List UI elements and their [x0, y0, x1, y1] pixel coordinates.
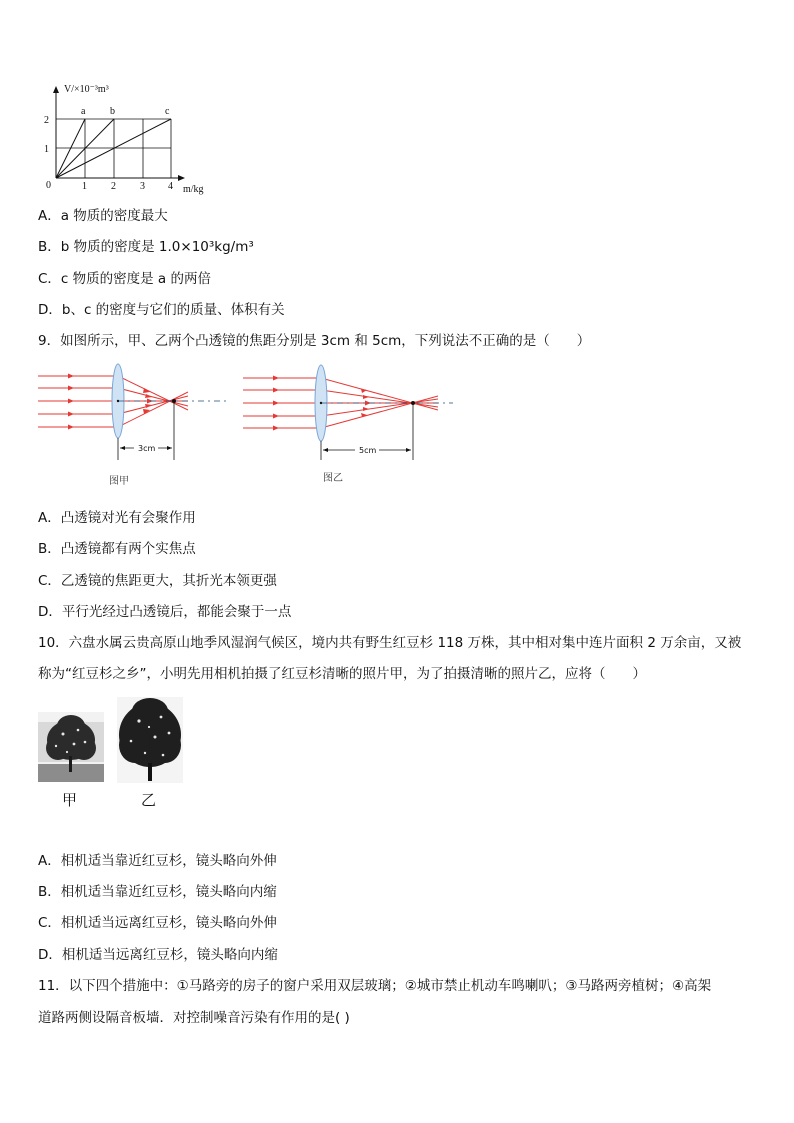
- photo-caption-jia: 甲: [62, 791, 78, 809]
- x-axis-label: m/kg: [183, 184, 204, 195]
- y-axis-arrow: [53, 86, 59, 93]
- tree-photo-jia: [38, 712, 104, 782]
- q10-stem-line2: 称为“红豆杉之乡”，小明先用相机拍摄了红豆杉清晰的照片甲，为了拍摄清晰的照片乙，应将（ ）: [38, 666, 646, 682]
- q10-option-d: D．相机适当远离红豆杉，镜头略向内缩: [38, 947, 278, 963]
- line-a: [56, 119, 85, 178]
- q8-option-a: A．a 物质的密度最大: [38, 208, 168, 224]
- photo-caption-yi: 乙: [141, 791, 157, 809]
- q8-option-c: C．c 物质的密度是 a 的两倍: [38, 271, 211, 287]
- line-label-a: a: [81, 106, 86, 117]
- q10-stem-line1: 10．六盘水属云贵高原山地季风湿润气候区，境内共有野生红豆杉 118 万株，其中相对集中连片面积 2 万余亩，又被: [38, 635, 742, 651]
- origin-label: 0: [46, 180, 51, 191]
- x-tick-1: 1: [82, 181, 87, 192]
- y-tick-1: 1: [44, 144, 49, 155]
- lens-figure-jia: [38, 362, 228, 462]
- q8-option-b: B．b 物质的密度是 1.0×10³kg/m³: [38, 239, 254, 255]
- y-tick-2: 2: [44, 115, 49, 126]
- q9-option-a: A．凸透镜对光有会聚作用: [38, 510, 196, 526]
- x-axis-arrow: [178, 175, 185, 181]
- q9-stem: 9．如图所示，甲、乙两个凸透镜的焦距分别是 3cm 和 5cm，下列说法不正确的是（ ）: [38, 333, 591, 349]
- q11-stem-line1: 11．以下四个措施中：①马路旁的房子的窗户采用双层玻璃；②城市禁止机动车鸣喇叭；③马路两旁植树；④高架: [38, 978, 712, 994]
- q9-option-d: D．平行光经过凸透镜后，都能会聚于一点: [38, 604, 292, 620]
- figure-caption-yi: 图乙: [323, 473, 343, 484]
- tree-photo-yi: [117, 697, 183, 783]
- lens-figure-yi: [243, 362, 463, 462]
- line-label-c: c: [165, 106, 170, 117]
- focal-length-label: 5cm: [359, 446, 377, 455]
- q10-option-a: A．相机适当靠近红豆杉，镜头略向外伸: [38, 853, 277, 869]
- q10-option-c: C．相机适当远离红豆杉，镜头略向外伸: [38, 915, 277, 931]
- y-axis-label: V/×10⁻³m³: [64, 84, 109, 95]
- density-graph: [40, 78, 220, 196]
- q11-stem-line2: 道路两侧设隔音板墙．对控制噪音污染有作用的是( ): [38, 1010, 350, 1026]
- line-c: [56, 119, 171, 178]
- x-tick-4: 4: [168, 181, 173, 192]
- q9-option-b: B．凸透镜都有两个实焦点: [38, 541, 196, 557]
- line-label-b: b: [110, 106, 115, 117]
- x-tick-2: 2: [111, 181, 116, 192]
- q10-option-b: B．相机适当靠近红豆杉，镜头略向内缩: [38, 884, 277, 900]
- q9-option-c: C．乙透镜的焦距更大，其折光本领更强: [38, 573, 277, 589]
- q8-option-d: D．b、c 的密度与它们的质量、体积有关: [38, 302, 285, 318]
- focal-length-label: 3cm: [138, 444, 156, 453]
- x-tick-3: 3: [140, 181, 145, 192]
- figure-caption-jia: 图甲: [109, 476, 129, 487]
